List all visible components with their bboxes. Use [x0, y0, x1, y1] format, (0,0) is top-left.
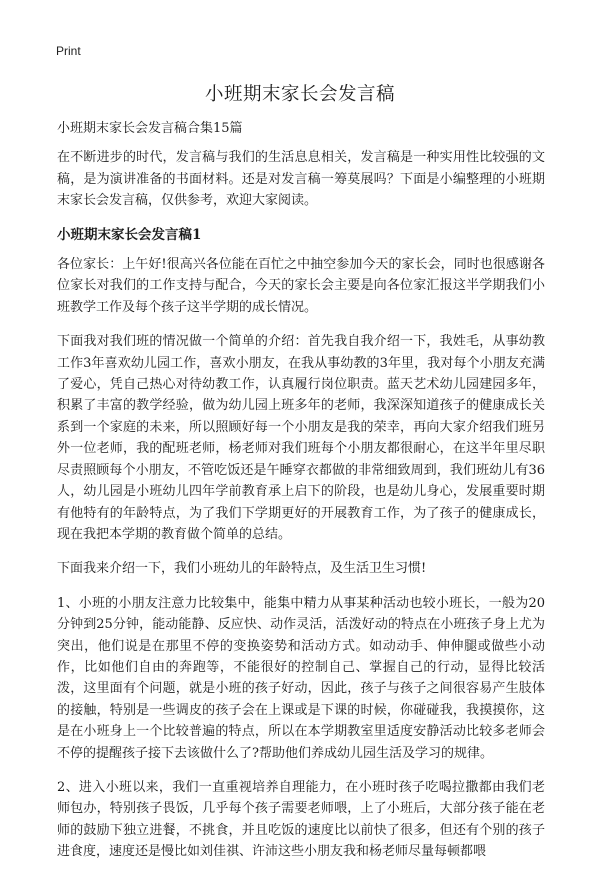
page-title: 小班期末家长会发言稿 — [204, 84, 395, 105]
print-link[interactable]: Print — [56, 44, 81, 58]
paragraph-point-2: 2、进入小班以来，我们一直重视培养自理能力，在小班时孩子吃喝拉撒都由我们老师包办，特别孩子畏饭，几乎每个孩子需要老师喂，上了小班后，大部分孩子能在老师的鼓励下独立进餐，不挑食，并且吃饭的速度比以前快了很多，但还有个别的孩子进食度，速度还是慢比如刘佳祺、许沛这些小朋友我和杨老师尽量每顿都喂 — [57, 779, 545, 860]
paragraph-greeting: 各位家长：上午好!很高兴各位能在百忙之中抽空参加今天的家长会，同时也很感谢各位家长对我们的工作支持与配合，今天的家长会主要是向各位家汇报这半学期我们小班教学工作及每个孩子这半学期的成长情况。 — [57, 257, 545, 315]
document-body — [57, 118, 545, 876]
paragraph-introduction: 下面我对我们班的情况做一个简单的介绍：首先我自我介绍一下，我姓毛，从事幼教工作3年喜欢幼儿园工作，喜欢小朋友，在我从事幼教的3年里，我对每个小朋友充满了爱心，凭自己热心对待幼教工作，认真履行岗位职责。蓝天艺术幼儿园建园多年，积累了丰富的教学经验，做为幼儿园上班多年的老师，我深深知道孩子的健康成长关系到一个家庭的未来，所以照顾好每一个小朋友是我的荣幸，再向大家介绍我们班另外一位老师，我的配班老师，杨老师对我们班每个小朋友都很耐心，在这半年里尽职尽责照顾每个小朋友，不管吃饭还是午睡穿衣都做的非常细致周到，我们班幼儿有36人，幼儿园是小班幼儿四年学前教育承上启下的阶段，也是幼儿身心，发展重要时期有他特有的年龄特点，为了我们下学期更好的开展教育工作，为了孩子的健康成长，现在我把本学期的教育做个简单的总结。 — [57, 334, 545, 542]
section-heading: 小班期末家长会发言稿1 — [57, 226, 202, 243]
paragraph-point-1: 1、小班的小朋友注意力比较集中，能集中精力从事某种活动也较小班长，一般为20分钟到25分钟，能动能静、反应快、动作灵活，活泼好动的特点在小班孩子身上尤为突出，他们说是在那里不停的变换姿势和活动方式。如动动手、伸伸腿或做些小动作，比如他们自由的奔跑等，不能很好的控制自己、掌握自己的行动，显得比较活泼，这里面有个问题，就是小班的孩子好动，因此，孩子与孩子之间很容易产生肢体的接触，特别是一些调皮的孩子会在上课或是下课的时候，你碰碰我，我摸摸你，这是在小班身上一个比较普遍的特点，所以在本学期教室里适度安静活动比较多老师会不停的提醒孩子接下去该做什么了?帮助他们养成幼儿园生活及学习的规律。 — [57, 595, 545, 761]
document-subtitle: 小班期末家长会发言稿合集15篇 — [57, 121, 243, 136]
paragraph-age-features-lead: 下面我来介绍一下，我们小班幼儿的年龄特点，及生活卫生习惯! — [57, 561, 427, 577]
intro-paragraph: 在不断进步的时代，发言稿与我们的生活息息相关，发言稿是一种实用性比较强的文稿，是为演讲准备的书面材料。还是对发言稿一筹莫展吗？下面是小编整理的小班期末家长会发言稿，仅供参考，欢迎大家阅读。 — [57, 150, 545, 209]
